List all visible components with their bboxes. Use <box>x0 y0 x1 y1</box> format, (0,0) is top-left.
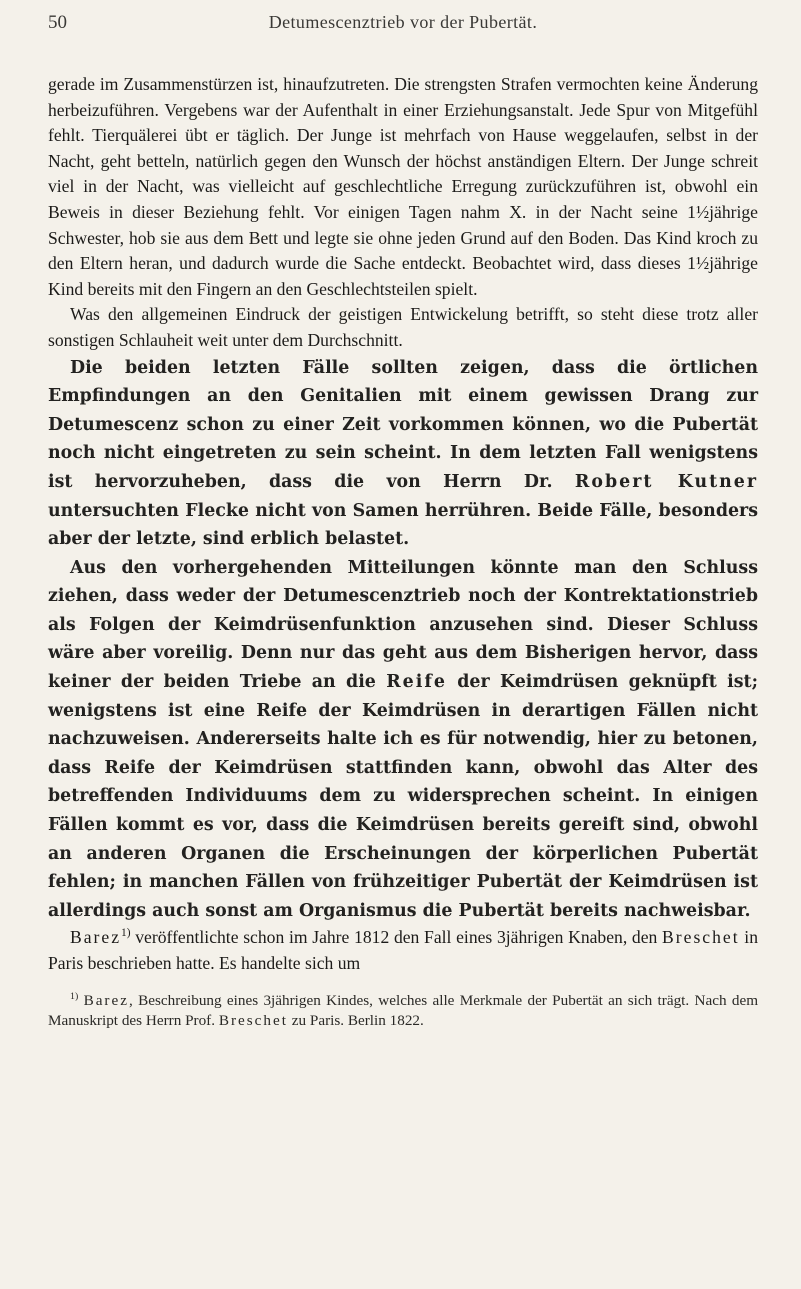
running-title: Detumescenztrieb vor der Pubertät. <box>268 12 538 32</box>
footnote-mark: 1) <box>70 990 79 1002</box>
paragraph-text: Aus den vorhergehenden Mitteilungen könnte man den Schluss ziehen, dass weder der Detumescenztrieb noch der Kontrektationstrieb als Folgen der Keimdrüsenfunktion anzusehen sind. Dieser Schluss wäre aber voreilig. Denn nur das geht aus dem Bisherigen hervor, dass keiner der beiden Triebe an die <box>48 557 758 693</box>
footnote-text: , Beschreibung eines 3jährigen Kindes, welches alle Merkmale der Pubertät an sich trägt. Nach dem Manuskript des Herrn Prof. <box>48 991 759 1029</box>
running-head <box>48 8 758 42</box>
paragraph-text: untersuchten Flecke nicht von Samen herrühren. Beide Fälle, besonders aber der letzte, sind erblich belastet. <box>48 500 758 550</box>
person-name: Barez <box>83 991 129 1009</box>
footnote <box>48 991 758 1031</box>
paragraph-mental-development <box>48 302 758 353</box>
paragraph-text: Die beiden letzten Fälle sollten zeigen, dass die örtlichen Empfindungen an den Genitalien mit einem gewissen Drang zur Detumescenz schon zu einer Zeit vorkommen können, wo die Pubertät noch nicht eingetreten zu sein scheint. In dem letzten Fall wenigstens ist hervorzuheben, dass die von Herrn Dr. <box>48 357 758 492</box>
person-name: Breschet <box>218 1011 288 1029</box>
paragraph-text: gerade im Zusammenstürzen ist, hinaufzutreten. Die strengsten Strafen vermochten keine Änderung herbeizuführen. Vergebens war der Aufenthalt in einer Erziehungsanstalt. Jede Spur von Mitgefühl fehlt. Tierquälerei übt er täglich. Der Junge ist mehrfach von Hause weggelaufen, selbst in der Nacht, geht betteln, natürlich gegen den Wunsch der höchst anständigen Eltern. Der Junge schreit viel in der Nacht, was vielleicht auf geschlechtliche Erregung zurückzuführen ist, obwohl ein Beweis in dieser Beziehung fehlt. Vor einigen Tagen nahm X. in der Nacht seine 1½jährige Schwester, hob sie aus dem Bett und legte sie ohne jeden Grund auf den Boden. Das Kind kroch zu den Eltern heran, und dadurch wurde die Sache entdeckt. Beobachtet wird, dass dieses 1½jährige Kind bereits mit den Fingern an den Geschlechtsteilen spielt. <box>48 74 758 299</box>
paragraph-barez-case <box>48 925 758 976</box>
body-text <box>48 72 758 977</box>
footnote-marker[interactable]: 1) <box>121 927 131 940</box>
person-name: Breschet <box>662 927 740 948</box>
page-number: 50 <box>48 12 67 33</box>
paragraph-text: in Paris beschrieben hatte. Es handelte sich um <box>48 927 758 973</box>
person-name: Barez <box>70 927 122 948</box>
footnote-text: zu Paris. Berlin 1822. <box>287 1011 424 1029</box>
paragraph-text: Was den allgemeinen Eindruck der geistigen Entwickelung betrifft, so steht diese trotz aller sonstigen Schlauheit weit unter dem Durchschnitt. <box>48 304 758 350</box>
paragraph-case-description <box>48 72 758 302</box>
paragraph-text: der Keimdrüsen geknüpft ist; wenigstens ist eine Reife der Keimdrüsen in derartigen Fällen nicht nachzuweisen. Andererseits halte ich es für notwendig, hier zu betonen, dass Reife der Keimdrüsen stattfinden kann, obwohl das Alter des betreffenden Individuums dem zu widersprechen scheint. In einigen Fällen kommt es vor, dass die Keimdrüsen bereits gereift sind, obwohl an anderen Organen die Erscheinungen der körperlichen Pubertät fehlen; in manchen Fällen von frühzeitiger Pubertät der Keimdrüsen ist allerdings auch sonst am Organismus die Pubertät bereits nachweisbar. <box>48 672 758 921</box>
emphasized-word: Reife <box>386 672 447 693</box>
paragraph-conclusion-cases <box>48 354 758 554</box>
book-page <box>48 8 758 1031</box>
paragraph-text: veröffentlichte schon im Jahre 1812 den Fall eines 3jährigen Knaben, den <box>130 927 663 948</box>
paragraph-keimdruesen <box>48 554 758 926</box>
person-name: Robert Kutner <box>574 471 758 492</box>
